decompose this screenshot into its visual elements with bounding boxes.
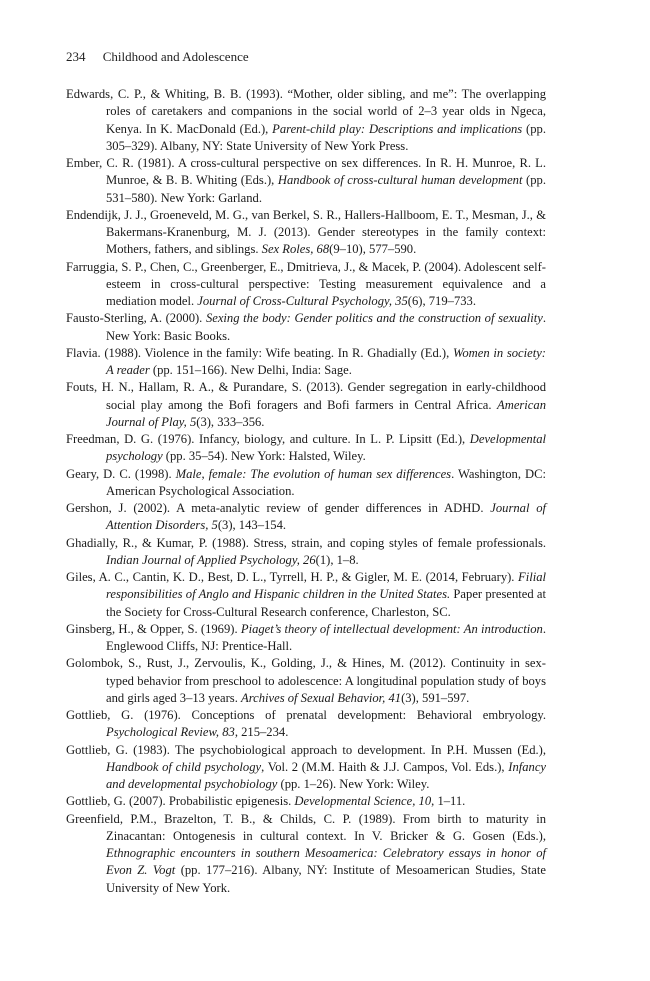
reference-text: Fausto-Sterling, A. (2000). — [66, 311, 206, 326]
reference-text: . Washington, DC: American Psychological Association. — [106, 466, 546, 498]
reference-text: . New York: Basic Books. — [106, 311, 546, 343]
reference-text: (9–10), 577–590. — [329, 242, 417, 257]
reference-entry — [66, 207, 546, 259]
reference-italic-text: Male, female: The evolution of human sex differences — [175, 466, 452, 481]
reference-text: Gottlieb, G. (2007). Probabilistic epigenesis. — [66, 794, 295, 809]
reference-text: Golombok, S., Rust, J., Zervoulis, K., Golding, J., & Hines, M. (2012). Continuity in sex-typed behavior from preschool to adolescence: A longitudinal population study of boys and girls aged 3–13 years. — [66, 656, 546, 705]
running-header — [66, 49, 249, 65]
reference-text: (pp. 1–26). New York: Wiley. — [277, 777, 430, 791]
reference-text: Paper presented at the Society for Cross-Cultural Research conference, Charleston, SC. — [106, 587, 546, 619]
reference-entry — [66, 707, 546, 742]
reference-entry — [66, 379, 546, 431]
running-title: Childhood and Adolescence — [102, 49, 249, 64]
reference-text: Giles, A. C., Cantin, K. D., Best, D. L., Tyrrell, H. P., & Gigler, M. E. (2014, February). — [66, 570, 518, 584]
reference-italic-text: Sex Roles, 68 — [261, 242, 330, 257]
reference-italic-text: Piaget’s theory of intellectual development: An introduction — [240, 621, 543, 636]
reference-italic-text: Parent-child play: Descriptions and implications — [272, 121, 523, 136]
reference-italic-text: Handbook of child psychology — [106, 759, 262, 774]
reference-text: Farruggia, S. P., Chen, C., Greenberger, E., Dmitrieva, J., & Macek, P. (2004). Adolescent self-esteem in cross-cultural perspective: Testing measurement equivalence and a mediation model. — [66, 259, 546, 308]
reference-text: (1), 1–8. — [315, 552, 359, 567]
reference-text: , 1–11. — [431, 794, 466, 809]
reference-entry — [66, 811, 546, 897]
reference-italic-text: Infancy and developmental psychobiology — [106, 759, 547, 791]
reference-text: (pp. 151–166). New Delhi, India: Sage. — [149, 363, 352, 377]
reference-text: (3), 143–154. — [217, 518, 287, 533]
reference-entry — [66, 259, 546, 311]
reference-text: (6), 719–733. — [407, 294, 476, 308]
reference-text: (pp. 35–54). New York: Halsted, Wiley. — [162, 449, 366, 464]
reference-text: Ginsberg, H., & Opper, S. (1969). — [66, 621, 241, 636]
reference-entry — [66, 793, 546, 810]
reference-list — [66, 86, 546, 897]
reference-italic-text: Psychological Review, 83 — [106, 725, 235, 740]
reference-text: (3), 591–597. — [401, 690, 470, 705]
reference-text: Freedman, D. G. (1976). Infancy, biology, and culture. In L. P. Lipsitt (Ed.), — [66, 432, 470, 446]
reference-text: (pp. 531–580). New York: Garland. — [106, 173, 546, 205]
reference-entry — [66, 621, 546, 656]
reference-entry — [66, 500, 546, 535]
reference-text: (pp. 305–329). Albany, NY: State University of New York Press. — [106, 121, 546, 153]
reference-text: Geary, D. C. (1998). — [66, 466, 176, 481]
reference-italic-text: Handbook of cross-cultural human development — [277, 173, 523, 188]
reference-entry — [66, 345, 546, 380]
reference-italic-text: Ethnographic encounters in southern Mesoamerica: Celebratory essays in honor of Evon Z. Vogt — [106, 846, 546, 878]
reference-text: . Englewood Cliffs, NJ: Prentice-Hall. — [106, 621, 546, 653]
reference-text: Edwards, C. P., & Whiting, B. B. (1993). “Mother, older sibling, and me”: The overlapping roles of caretakers and companions in the social world of 2–3 year olds in Ngeca, Kenya. In K. MacDonald (Ed.), — [66, 87, 546, 136]
reference-italic-text: Sexing the body: Gender politics and the construction of sexuality — [205, 311, 543, 326]
reference-text: , 215–234. — [234, 725, 289, 740]
reference-italic-text: Archives of Sexual Behavior, 41 — [241, 690, 402, 705]
reference-entry — [66, 155, 546, 207]
reference-text: Ember, C. R. (1981). A cross-cultural perspective on sex differences. In R. H. Munroe, R. L. Munroe, & B. B. Whiting (Eds.), — [66, 156, 546, 188]
reference-entry — [66, 569, 546, 621]
reference-italic-text: Developmental Science, 10 — [294, 794, 432, 809]
reference-text: Gottlieb, G. (1976). Conceptions of prenatal development: Behavioral embryology. — [66, 708, 546, 722]
reference-entry — [66, 535, 546, 570]
reference-text: Greenfield, P.M., Brazelton, T. B., & Childs, C. P. (1989). From birth to maturity in Zinacantan: Ontogenesis in cultural context. In V. Bricker & G. Gosen (Eds.), — [66, 811, 546, 843]
reference-text: , Vol. 2 (M.M. Haith & J.J. Campos, Vol. Eds.), — [261, 759, 509, 774]
reference-entry — [66, 86, 546, 155]
reference-entry — [66, 310, 546, 345]
reference-entry — [66, 655, 546, 707]
reference-text: Endendijk, J. J., Groeneveld, M. G., van Berkel, S. R., Hallers-Hallboom, E. T., Mesman, J., & Bakermans-Kranenburg, M. J. (2013). Gender stereotypes in the family context: Mothers, fathers, and siblings. — [66, 207, 546, 257]
reference-italic-text: Developmental psychology — [106, 432, 546, 464]
reference-text: (pp. 177–216). Albany, NY: Institute of Mesoamerican Studies, State University of New York. — [106, 863, 546, 895]
reference-text: Fouts, H. N., Hallam, R. A., & Purandare, S. (2013). Gender segregation in early-childhood social play among the Bofi foragers and Bofi farmers in Central Africa. — [66, 380, 546, 412]
reference-text: Gottlieb, G. (1983). The psychobiological approach to development. In P.H. Mussen (Ed.), — [66, 742, 546, 757]
reference-entry — [66, 742, 546, 794]
reference-italic-text: Journal of Attention Disorders, 5 — [106, 501, 547, 533]
reference-text: Gershon, J. (2002). A meta-analytic review of gender differences in ADHD. — [66, 501, 491, 515]
page-number: 234 — [66, 49, 86, 64]
reference-italic-text: Journal of Cross-Cultural Psychology, 35 — [197, 294, 408, 308]
reference-italic-text: Women in society: A reader — [106, 345, 546, 377]
reference-text: Flavia. (1988). Violence in the family: Wife beating. In R. Ghadially (Ed.), — [66, 345, 453, 360]
reference-text: (3), 333–356. — [196, 414, 265, 429]
reference-italic-text: Filial responsibilities of Anglo and Hispanic children in the United States. — [106, 570, 546, 602]
reference-entry — [66, 466, 546, 501]
reference-italic-text: Indian Journal of Applied Psychology, 26 — [106, 552, 316, 567]
reference-text: Ghadially, R., & Kumar, P. (1988). Stress, strain, and coping styles of female professionals. — [66, 535, 546, 550]
reference-entry — [66, 431, 546, 466]
reference-italic-text: American Journal of Play, 5 — [106, 397, 546, 429]
